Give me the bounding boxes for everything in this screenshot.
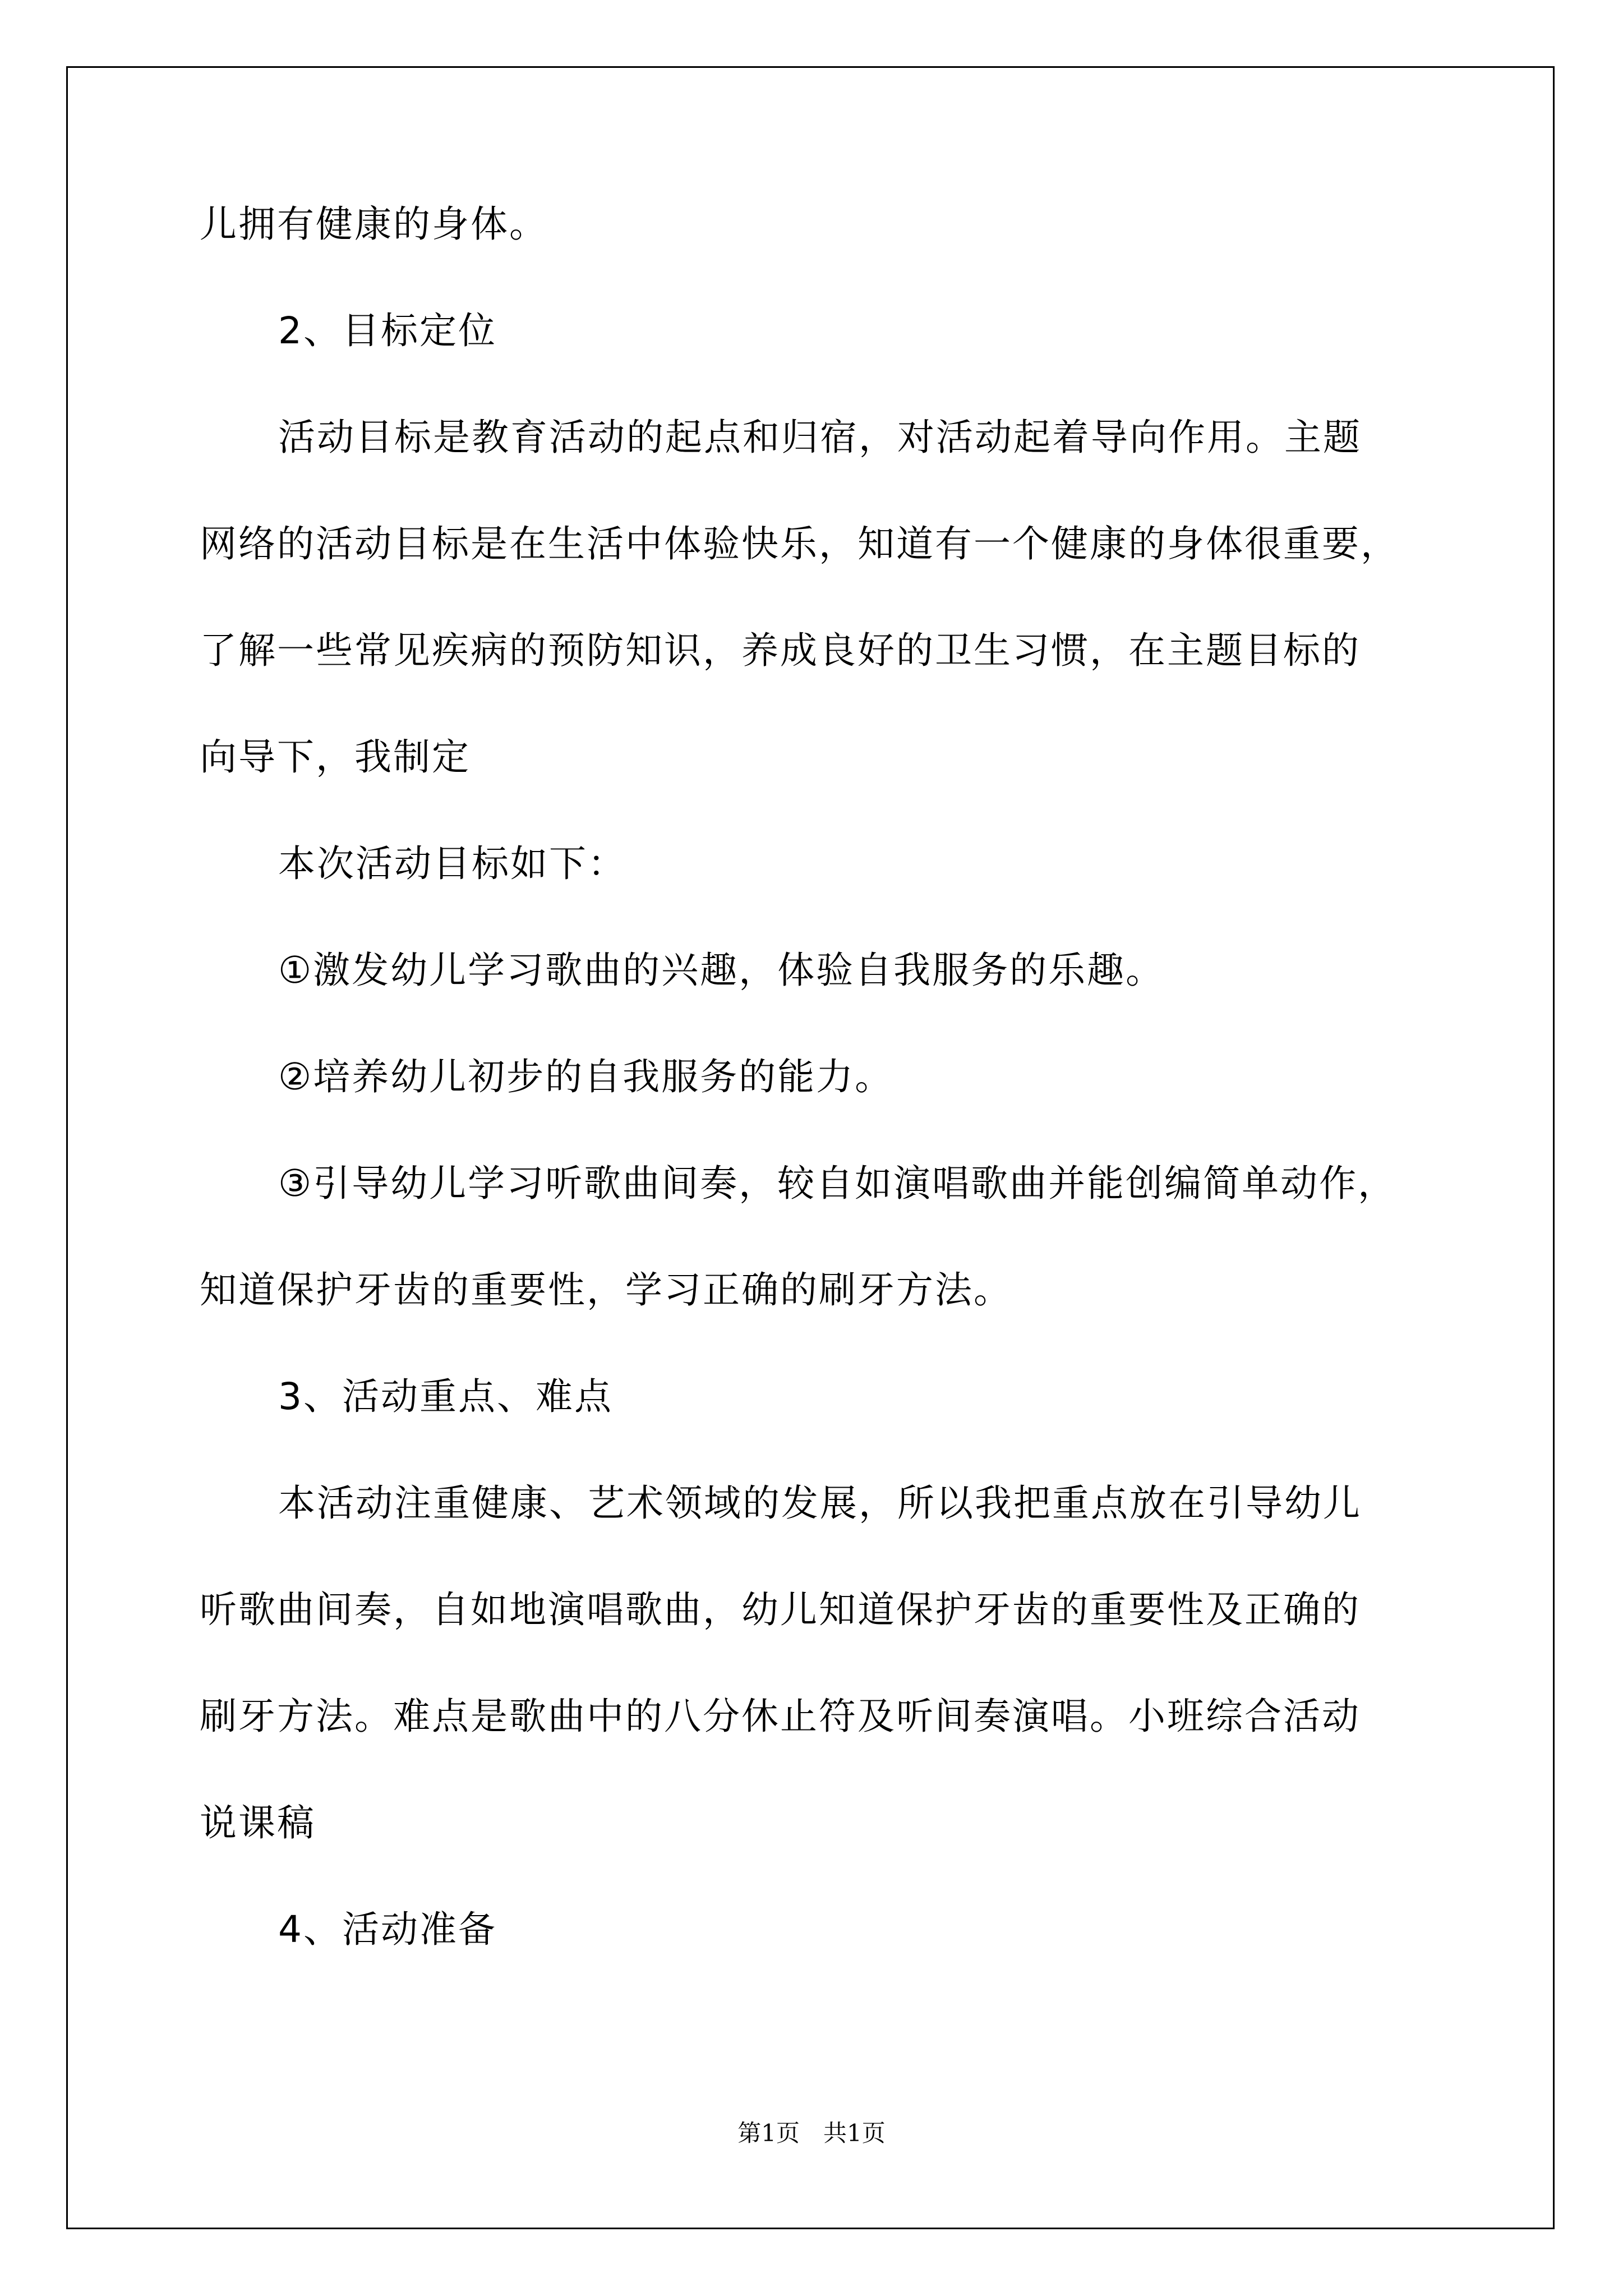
text-line: 儿拥有健康的身体。 [200,203,548,246]
text-line: 说课稿 [200,1801,316,1844]
text-line: 刷牙方法。难点是歌曲中的八分休止符及听间奏演唱。小班综合活动 [200,1695,1361,1738]
section-heading: 2、目标定位 [278,309,497,352]
section-heading: 3、活动重点、难点 [278,1375,613,1418]
section-heading: 4、活动准备 [278,1908,497,1951]
text-line: 本活动注重健康、艺术领域的发展，所以我把重点放在引导幼儿 [278,1481,1362,1525]
list-item: ①激发幼儿学习歌曲的兴趣，体验自我服务的乐趣。 [278,949,1165,992]
text-line: 了解一些常见疾病的预防知识，养成良好的卫生习惯，在主题目标的 [200,629,1361,672]
list-item: ③引导幼儿学习听歌曲间奏，较自如演唱歌曲并能创编简单动作， [278,1162,1397,1205]
page-frame [66,66,1555,2229]
text-line: 本次活动目标如下： [278,842,626,885]
text-line: 听歌曲间奏，自如地演唱歌曲，幼儿知道保护牙齿的重要性及正确的 [200,1588,1361,1631]
text-line: 知道保护牙齿的重要性，学习正确的刷牙方法。 [200,1268,1012,1312]
text-line: 活动目标是教育活动的起点和归宿，对活动起着导向作用。主题 [278,416,1362,459]
list-item: ②培养幼儿初步的自我服务的能力。 [278,1055,894,1098]
page-number: 第1页 共1页 [737,2119,886,2147]
text-line: 向导下，我制定 [200,735,471,779]
text-line: 网络的活动目标是在生活中体验快乐，知道有一个健康的身体很重要， [200,522,1399,565]
